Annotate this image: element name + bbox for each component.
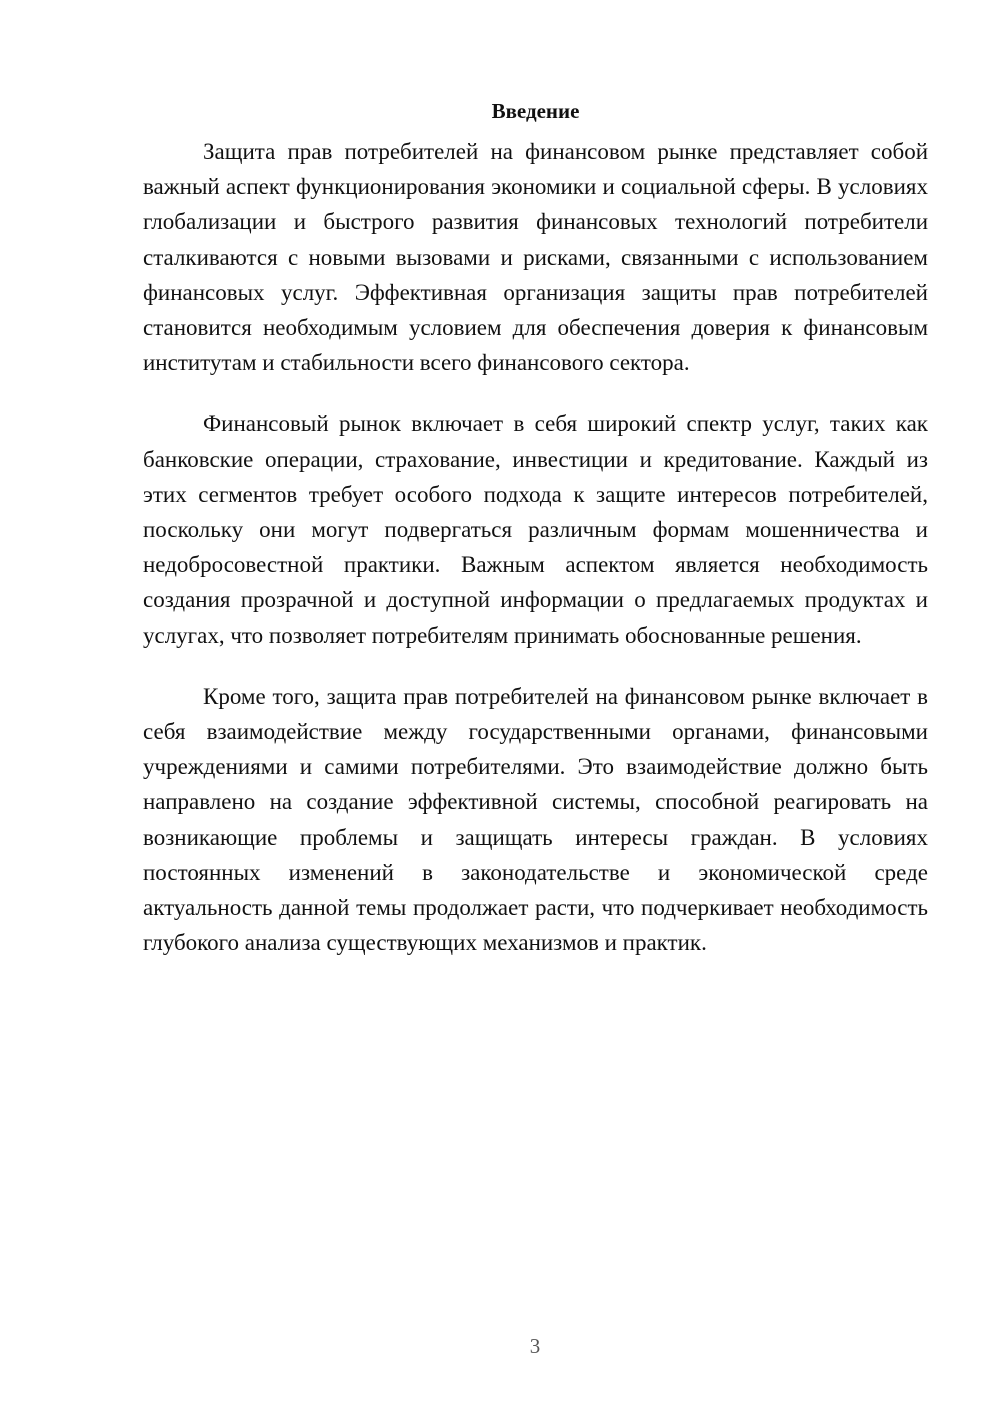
- page-number: 3: [529, 1334, 541, 1358]
- paragraph-2: Финансовый рынок включает в себя широкий спектр услуг, таких как банковские операции, страхование, инвестиции и кредитование. Каждый из этих сегментов требует особого подхода к защите интересов потребителей, поскольку они могут подвергаться различным формам мошенничества и недобросовестной практики. Важным аспектом является необходимость создания прозрачной и доступной информации о предлагаемых продуктах и услугах, что позволяет потребителям принимать обоснованные решения.: [143, 411, 928, 648]
- page-content: [143, 96, 928, 986]
- section-heading: Введение: [491, 99, 580, 123]
- paragraph-3: Кроме того, защита прав потребителей на финансовом рынке включает в себя взаимодействие между государственными органами, финансовыми учреждениями и самими потребителями. Это взаимодействие должно быть направлено на создание эффективной системы, способной реагировать на возникающие проблемы и защищать интересы граждан. В условиях постоянных изменений в законодательстве и экономической среде актуальность данной темы продолжает расти, что подчеркивает необходимость глубокого анализа существующих механизмов и практик.: [143, 683, 928, 956]
- paragraph-1: Защита прав потребителей на финансовом рынке представляет собой важный аспект функционирования экономики и социальной сферы. В условиях глобализации и быстрого развития финансовых технологий потребители сталкиваются с новыми вызовами и рисками, связанными с использованием финансовых услуг. Эффективная организация защиты прав потребителей становится необходимым условием для обеспечения доверия к финансовым институтам и стабильности всего финансового сектора.: [143, 139, 928, 376]
